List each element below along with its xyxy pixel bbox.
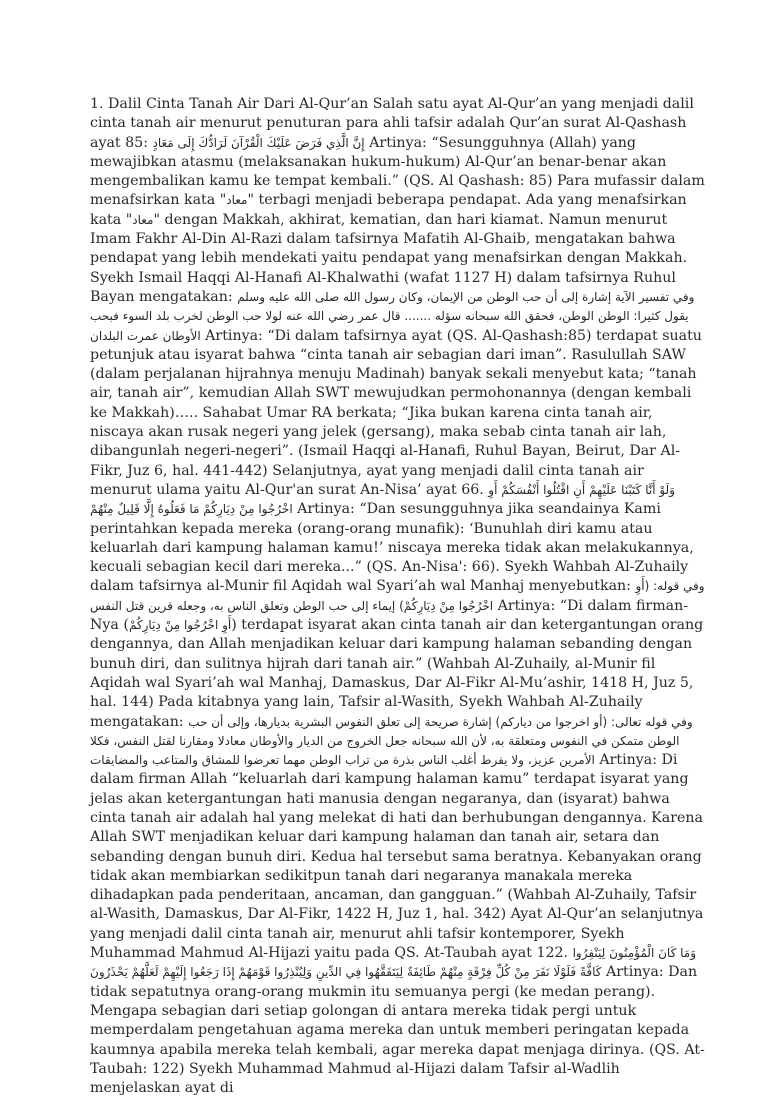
paragraph-text: 1. Dalil Cinta Tanah Air Dari Al-Qur’an Salah satu ayat Al-Qur’an yang menjadi dalil cinta tanah air menurut penuturan para ahli tafsir adalah Qur’an surat Al-Qashash ayat 85: (90, 96, 694, 151)
paragraph-text: Artinya: “Dan sesungguhnya jika seandainya Kami perintahkan kepada mereka (orang-orang munafik): ‘Bunuhlah diri kamu atau keluarlah dari kampung halaman kamu!’ niscaya mereka tidak akan melakukannya, kecuali sebagian kecil dari mereka...” (QS. An-Nisa': 66). Syekh Wahbah Al-Zuhaily dalam tafsirnya al-Munir fil Aqidah wal Syari’ah wal Manhaj menyebutkan: (90, 501, 694, 595)
arabic-quote: وفي قوله: (أَوِ اخْرُجُوا مِنْ دِيَارِكُمْ) إيماء إلى حب الوطن وتعلق الناس به، وجعله قرين قتل النفس (90, 579, 705, 613)
paragraph-text: Artinya: “Sesungguhnya (Allah) yang mewajibkan atasmu (melaksanakan hukum-hukum) Al-Qur’an benar-benar akan mengembalikan kamu ke tempat kembali.” (QS. Al Qashash: 85) Para mufassir dalam menafsirkan kata " (90, 134, 705, 209)
arabic-quote: إِنَّ الَّذِي فَرَضَ عَلَيْكَ الْقُرْآنَ لَرَادُّكَ إِلَى مَعَادٍ (152, 135, 365, 150)
arabic-quote: وَلَوْ أَنَّا كَتَبْنَا عَلَيْهِمْ أَنِ اقْتُلُوا أَنْفُسَكُمْ أَوِ اخْرُجُوا مِنْ دِيَارِكُمْ مَا فَعَلُوهُ إِلَّا قَلِيلٌ مِنْهُمْ (90, 482, 676, 517)
paragraph-text: " terbagi menjadi beberapa pendapat. Ada yang menafsirkan kata " (90, 192, 687, 228)
arabic-quote: وفي تفسير الآية إشارة إلى أن حب الوطن من الإيمان، وكان رسول الله صلى الله عليه وسلم يقول كثيرا: الوطن الوطن، فحقق الله سبحانه سؤله ....... قال عمر رضي الله عنه لولا حب الوطن لخرب بلد السوء فبحب الأوطان عمرت البلدان (90, 289, 695, 343)
paragraph-text: " dengan Makkah, akhirat, kematian, dan hari kiamat. Namun menurut Imam Fakhr Al-Din Al-Razi dalam tafsirnya Mafatih Al-Ghaib, mengatakan bahwa pendapat yang lebih mendekati yaitu pendapat yang menafsirkan dengan Makkah. Syekh Ismail Haqqi Al-Hanafi Al-Khalwathi (wafat 1127 H) dalam tafsirnya Ruhul Bayan mengatakan: (90, 211, 688, 305)
arabic-quote: وَمَا كَانَ الْمُؤْمِنُونَ لِيَنْفِرُوا كَافَّةً فَلَوْلَا نَفَرَ مِنْ كُلِّ فِرْقَةٍ مِنْهُمْ طَائِفَةٌ لِيَتَفَقَّهُوا فِي الدِّينِ وَلِيُنْذِرُوا قَوْمَهُمْ إِذَا رَجَعُوا إِلَيْهِمْ لَعَلَّهُمْ يَحْذَرُونَ (90, 946, 696, 980)
paragraph-text: Artinya: “Di dalam firman-Nya ( (90, 597, 689, 634)
arabic-quote: معاد (226, 193, 248, 208)
paragraph-text: Artinya: Dan tidak sepatutnya orang-orang mukmin itu semuanya pergi (ke medan perang). Mengapa sebagian dari setiap golongan di antara mereka tidak pergi untuk memperdalam pengetahuan agama mereka dan untuk memberi peringatan kepada kaumnya apabila mereka telah kembali, agar mereka dapat menjaga dirinya. (QS. At-Taubah: 122) Syekh Muhammad Mahmud al-Hijazi dalam Tafsir al-Wadlih menjelaskan ayat di (90, 964, 705, 1097)
paragraph-text: Artinya: “Di dalam tafsirnya ayat (QS. Al-Qashash:85) terdapat suatu petunjuk atau isyarat bahwa “cinta tanah air sebagian dari iman”. Rasulullah SAW (dalam perjalanan hijrahnya menuju Madinah) banyak sekali menyebut kata; “tanah air, tanah air”, kemudian Allah SWT mewujudkan permohonannya (dengan kembali ke Makkah)….. Sahabat Umar RA berkata; “Jika bukan karena cinta tanah air, niscaya akan rusak negeri yang jelek (gersang), maka sebab cinta tanah air lah, dibangunlah negeri-negeri”. (Ismail Haqqi al-Hanafi, Ruhul Bayan, Beirut, Dar Al-Fikr, Juz 6, hal. 441-442) Selanjutnya, ayat yang menjadi dalil cinta tanah air menurut ulama yaitu Al-Qur'an surat An-Nisa’ ayat 66. (90, 327, 702, 498)
arabic-quote: وفي قوله تعالى: (أو اخرجوا من دياركم) إشارة صريحة إلى تعلق النفوس البشرية بديارها، وإلى أن حب الوطن متمكن في النفوس ومتعلقة به، لأن الله سبحانه جعل الخروج من الديار والأوطان معادلا ومقارنا لقتل النفس، فكلا الأمرين عزيز، ولا يفرط أغلب الناس بذرة من تراب الوطن مهما تعرضوا للمشاق والمتاعب والمضايقات (90, 714, 693, 768)
arabic-quote: معاد (132, 212, 154, 227)
paragraph-text: ) terdapat isyarat akan cinta tanah air dan ketergantungan orang dengannya, dan Allah menjadikan keluar dari kampung halaman sebanding dengan bunuh diri, dan sulitnya hijrah dari tanah air.” (Wahbah Al-Zuhaily, al-Munir fil Aqidah wal Syari’ah wal Manhaj, Damaskus, Dar Al-Fikr Al-Mu’ashir, 1418 H, Juz 5, hal. 144) Pada kitabnya yang lain, Tafsir al-Wasith, Syekh Wahbah Al-Zuhaily mengatakan: (90, 617, 704, 730)
paragraph-text: Artinya: Di dalam firman Allah “keluarlah dari kampung halaman kamu” terdapat isyarat yang jelas akan ketergantungan hati manusia dengan negaranya, dan (isyarat) bahwa cinta tanah air adalah hal yang melekat di hati dan berhubungan dengannya. Karena Allah SWT menjadikan keluar dari kampung halaman dan tanah air, setara dan sebanding dengan bunuh diri. Kedua hal tersebut sama beratnya. Kebanyakan orang tidak akan membiarkan sedikitpun tanah dari negaranya manakala mereka dihadapkan pada penderitaan, ancaman, dan gangguan.” (Wahbah Al-Zuhaily, Tafsir al-Wasith, Damaskus, Dar Al-Fikr, 1422 H, Juz 1, hal. 342) Ayat Al-Qur’an selanjutnya yang menjadi dalil cinta tanah air, menurut ahli tafsir kontemporer, Syekh Muhammad Mahmud Al-Hijazi yaitu pada QS. At-Taubah ayat 122. (90, 752, 704, 962)
body-text (90, 95, 710, 1098)
arabic-quote: أَوِ اخْرُجُوا مِنْ دِيَارِكُمْ (128, 618, 232, 633)
